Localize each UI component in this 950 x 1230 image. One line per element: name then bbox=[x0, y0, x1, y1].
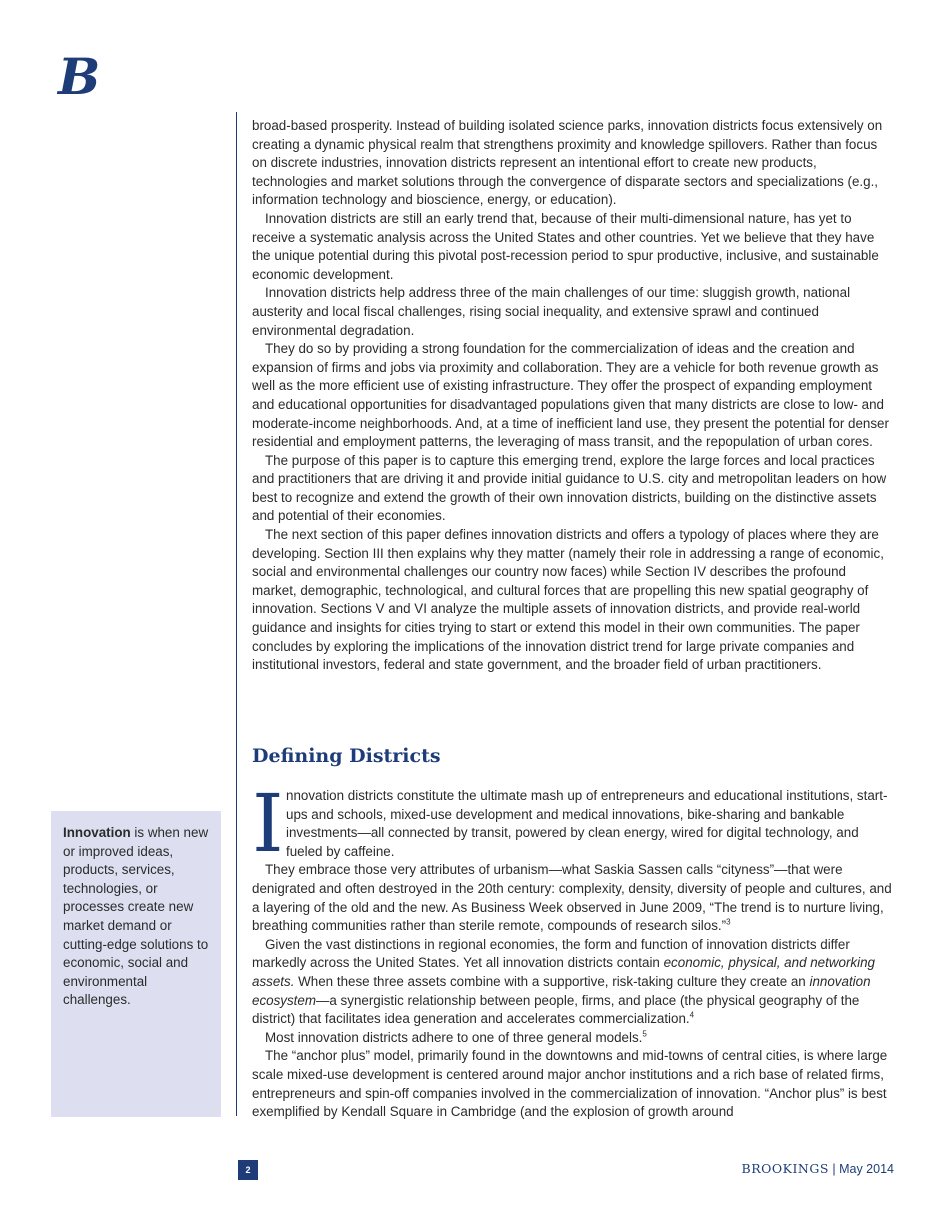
paragraph: Innovation districts are still an early trend that, because of their multi-dimensional nature, has yet to receive a systematic analysis across the United States and other countries. Yet we believe that they have the unique potential during this pivotal post-recession period to spur productive, inclusive, and sustainable economic development. bbox=[252, 210, 879, 282]
paragraph-text: Most innovation districts adhere to one of three general models. bbox=[265, 1029, 643, 1045]
section-body bbox=[252, 777, 894, 1122]
footnote-ref[interactable]: 5 bbox=[642, 1029, 647, 1039]
footer-separator: | bbox=[828, 1162, 840, 1176]
paragraph: The next section of this paper defines innovation districts and offers a typology of places where they are developing. Section III then explains why they matter (namely their role in addressing a range of economic, social and environmental challenges our country now faces) while Section IV describes the profound market, demographic, technological, and cultural forces that are propelling this new spatial geography of innovation. Sections V and VI analyze the multiple assets of innovation districts, and provide real-world guidance and insights for cities trying to start or extend this model in their own communities. The paper concludes by exploring the implications of the innovation district trend for large private companies and institutional investors, federal and state government, and the broader field of urban practitioners. bbox=[252, 527, 884, 673]
paragraph: The “anchor plus” model, primarily found in the downtowns and mid-towns of central cities, is where large scale mixed-use development is centered around major anchor institutions and a rich base of related firms, entrepreneurs and spin-off companies involved in the commercialization of innovation. “Anchor plus” is best exemplified by Kendall Square in Cambridge (and the explosion of growth around bbox=[252, 1048, 888, 1120]
sidebar-term: Innovation bbox=[63, 825, 131, 840]
emphasis: economic, physical, and networking assets. bbox=[252, 955, 875, 989]
intro-body bbox=[252, 117, 894, 675]
paragraph-text: —a synergistic relationship between people, firms, and place (the physical geography of the district) that facilitates idea generation and accelerates commercialization. bbox=[252, 992, 860, 1027]
sidebar-definition-text: is when new or improved ideas, products, services, technologies, or processes create new market demand or cutting-edge solutions to economic, social and environmental challenges. bbox=[63, 825, 209, 1008]
dropcap-paragraph bbox=[252, 777, 894, 870]
paragraph bbox=[252, 936, 894, 1029]
page-number: 2 bbox=[238, 1160, 258, 1180]
paragraph-text: nnovation districts constitute the ultimate mash up of entrepreneurs and educational institutions, start-ups and schools, mixed-use development and medical innovations, bike-sharing and bankable investments—all connected by transit, powered by clean energy, wired for digital technology, and fueled by caffeine. bbox=[286, 788, 888, 859]
footer-date: May 2014 bbox=[839, 1162, 894, 1176]
paragraph: They do so by providing a strong foundation for the commercialization of ideas and the creation and expansion of firms and jobs via proximity and collaboration. They are a vehicle for both revenue growth as well as the more efficient use of existing infrastructure. They offer the prospect of expanding employment and educational opportunities for disadvantaged populations given that many districts are close to low- and moderate-income neighborhoods. And, at a time of inefficient land use, they present the potential for denser residential and employment patterns, the leveraging of mass transit, and the repopulation of urban cores. bbox=[252, 341, 889, 450]
paragraph bbox=[252, 1029, 894, 1048]
footer-brand: BROOKINGS bbox=[741, 1161, 829, 1176]
column-rule bbox=[236, 112, 237, 1116]
footer-credit bbox=[742, 1161, 894, 1176]
footnote-ref[interactable]: 4 bbox=[689, 1010, 695, 1020]
section-heading: Defining Districts bbox=[252, 745, 441, 767]
drop-cap: I bbox=[252, 777, 284, 870]
paragraph-text: Given the vast distinctions in regional economies, the form and function of innovation districts differ markedly across the United States. Yet all innovation districts contain bbox=[252, 936, 850, 971]
paragraph-text: When these three assets combine with a supportive, risk-taking culture they create an bbox=[294, 973, 810, 989]
emphasis: innovation ecosystem bbox=[252, 973, 871, 1008]
paragraph: Innovation districts help address three of the main challenges of our time: sluggish growth, national austerity and local fiscal challenges, rising social inequality, and extensive sprawl and continued environmental degradation. bbox=[252, 285, 851, 338]
sidebar-definition bbox=[63, 824, 213, 1010]
footnote-ref[interactable]: 3 bbox=[726, 917, 731, 927]
paragraph: The purpose of this paper is to capture this emerging trend, explore the large forces and local practices and practitioners that are driving it and provide initial guidance to U.S. city and metropolitan leaders on how best to recognize and extend the growth of their own innovation districts, building on the distinctive assets and potential of their economies. bbox=[252, 452, 887, 524]
paragraph-text: They embrace those very attributes of urbanism—what Saskia Sassen calls “cityness”—that were denigrated and often destroyed in the 20th century: complexity, density, diversity of people and cultures, and a layering of the old and the new. As Business Week observed in June 2009, “The trend is to nurture living, breathing communities rather than sterile remote, compounds of research silos.” bbox=[252, 862, 892, 934]
brookings-logo: B bbox=[58, 47, 101, 106]
paragraph: broad-based prosperity. Instead of building isolated science parks, innovation districts focus extensively on creating a dynamic physical realm that strengthens proximity and knowledge spillovers. Rather than focus on discrete industries, innovation districts represent an intentional effort to create new products, technologies and market solutions through the convergence of disparate sectors and specializations (e.g., information technology and bioscience, energy, or education). bbox=[252, 118, 883, 208]
paragraph bbox=[252, 861, 894, 935]
